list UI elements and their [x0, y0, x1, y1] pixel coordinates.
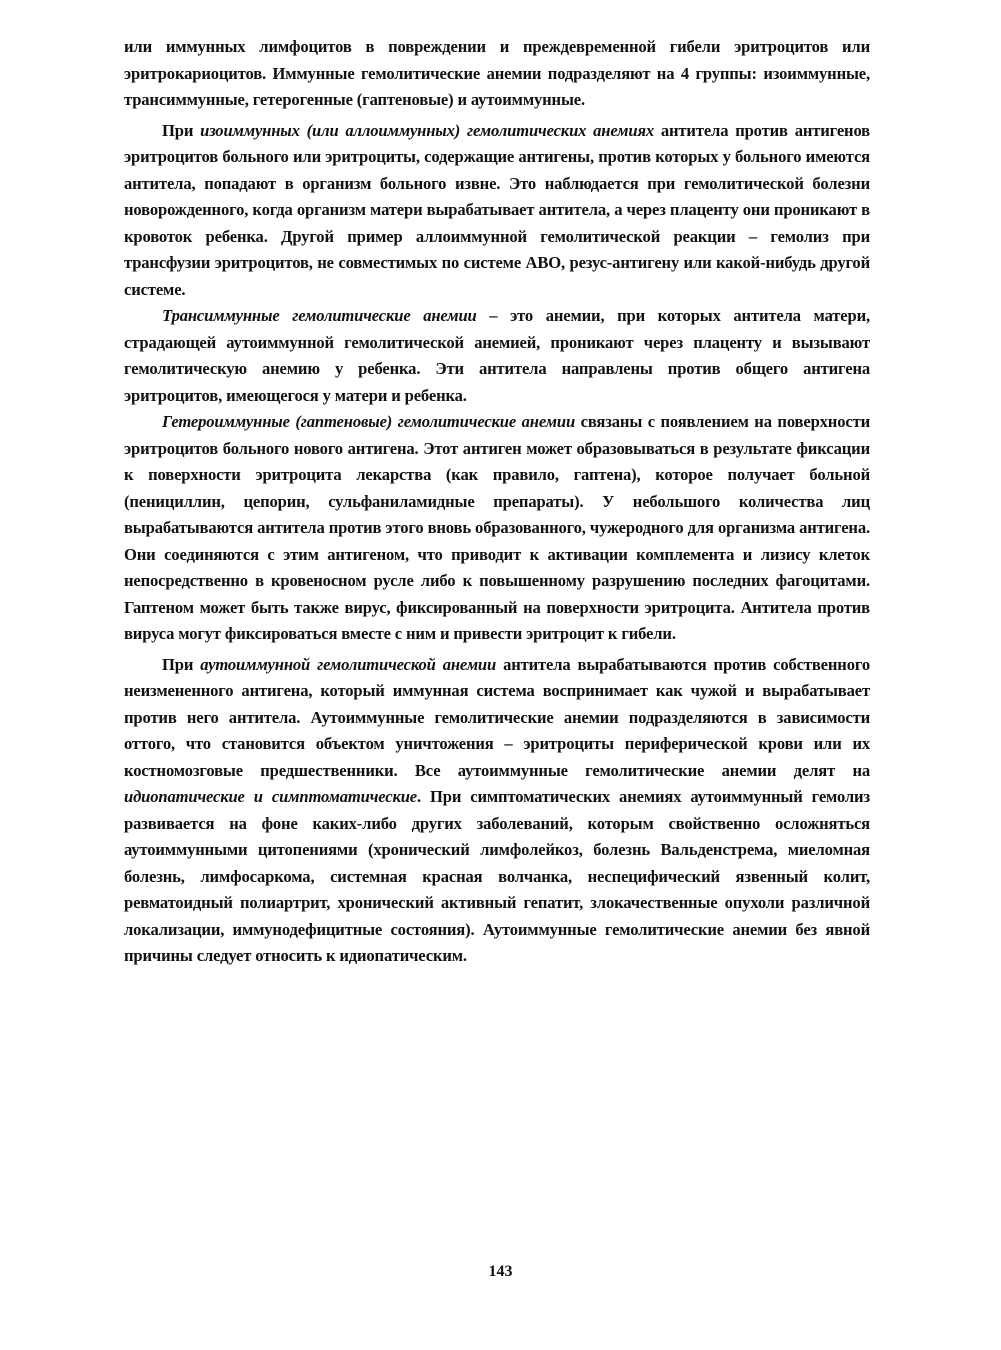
text-run: При — [162, 120, 201, 140]
text-run: – это анемии, при которых антитела матери, страдающей аутоиммунной гемолитической анемией, проникают через плаценту и вызывают гемолитическую анемию у ребенка. Эти антитела направлены против общего антигена эритроцитов, имеющегося у матери и ребенка. — [124, 306, 871, 405]
text-run: антитела против антигенов эритроцитов больного или эритроциты, содержащие антигены, против которых у больного имеются антитела, попадают в организм больного извне. Это наблюдается при гемолитической болезни новорожденного, когда организм матери вырабатывает антитела, а через плаценту они проникают в кровоток ребенка. Другой пример аллоиммунной гемолитической реакции – гемолиз при трансфузии эритроцитов, не совместимых по системе АВО, резус-антигену или какой-нибудь другой системе. — [124, 120, 870, 299]
term-idiopathic-symptomatic: идиопатические и симптоматические — [124, 787, 418, 806]
paragraph-heteroimmune — [124, 409, 870, 648]
paragraph-isoimmune — [124, 118, 870, 304]
text-run: связаны с появлением на поверхности эритроцитов больного нового антигена. Этот антиген может образовываться в результате фиксации к поверхности эритроцита лекарства (как правило, гаптена), которое получает больной (пенициллин, цепорин, сульфаниламидные препараты). У небольшого количества лиц вырабатываются антитела против этого вновь образованного, чужеродного для организма антигена. Они соединяются с этим антигеном, что приводит к активации комплемента и лизису клеток непосредственно в кровеносном русле либо к повышенному разрушению последних фагоцитами. Гаптеном может быть также вирус, фиксированный на поверхности эритроцита. Антитела против вируса могут фиксироваться вместе с ним и привести эритроцит к гибели. — [124, 412, 870, 643]
term-isoimmune: изоиммунных (или аллоиммунных) гемолитических анемиях — [200, 120, 654, 140]
text-run: антитела вырабатываются против собственного неизмененного антигена, который иммунная система воспринимает как чужой и вырабатывает против него антитела. Аутоиммунные гемолитические анемии подразделяются в зависимости оттого, что становится объектом уничтожения – эритроциты периферической крови или их костномозговые предшественники. Все аутоиммунные гемолитические анемии делят на — [124, 654, 870, 780]
paragraph-transimmune — [124, 303, 870, 409]
text-run: или иммунных лимфоцитов в повреждении и преждевременной гибели эритроцитов или эритрокариоцитов. Иммунные гемолитические анемии подразделяют на 4 группы: изоиммунные, трансиммунные, гетерогенные (гаптеновые) и аутоиммунные. — [124, 37, 870, 109]
term-transimmune: Трансиммунные гемолитические анемии — [162, 306, 477, 325]
term-heteroimmune: Гетероиммунные (гаптеновые) гемолитические анемии — [162, 412, 576, 431]
term-autoimmune: аутоиммунной гемолитической анемии — [200, 654, 497, 674]
text-run: . При симптоматических анемиях аутоиммунный гемолиз развивается на фоне каких-либо других заболеваний, которым свойственно осложняться аутоиммунными цитопениями (хронический лимфолейкоз, болезнь Вальденстрема, миеломная болезнь, лимфосаркома, системная красная волчанка, неспецифический язвенный колит, ревматоидный полиартрит, хронический активный гепатит, злокачественные опухоли различной локализации, иммунодефицитные состояния). Аутоиммунные гемолитические анемии без явной причины следует относить к идиопатическим. — [124, 787, 870, 965]
paragraph-autoimmune — [124, 652, 870, 970]
text-run: При — [162, 654, 201, 674]
page-number: 143 — [488, 1263, 513, 1280]
paragraph-intro — [124, 34, 870, 114]
page-body — [124, 34, 870, 970]
